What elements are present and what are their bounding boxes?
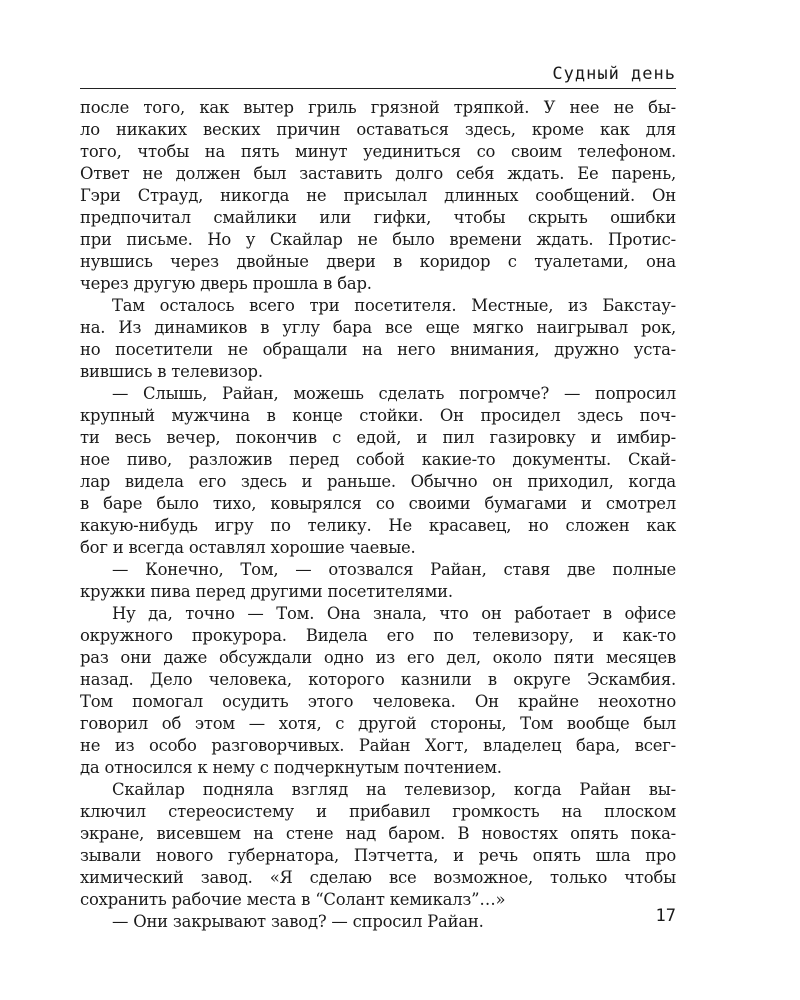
text-line: Там осталось всего три посетителя. Местные, из Бакстау- (112, 296, 676, 315)
text-line: — Они закрывают завод? — спросил Райан. (112, 912, 484, 931)
text-line: окружного прокурора. Видела его по телевизору, и как-то (80, 626, 676, 645)
text-line: Том помогал осудить этого человека. Он крайне неохотно (80, 692, 676, 711)
text-line: химический завод. «Я сделаю все возможное, только чтобы (80, 868, 676, 887)
text-line: при письме. Но у Скайлар не было времени ждать. Протис- (80, 230, 676, 249)
text-line: кружки пива перед другими посетителями. (80, 582, 453, 601)
text-line: Гэри Страуд, никогда не присылал длинных сообщений. Он (80, 186, 676, 205)
text-line: зывали нового губернатора, Пэтчетта, и речь опять шла про (80, 846, 676, 865)
text-line: раз они даже обсуждали одно из его дел, около пяти месяцев (80, 648, 676, 667)
text-line: ти весь вечер, покончив с едой, и пил газировку и имбир- (80, 428, 676, 447)
page-number: 17 (655, 906, 676, 926)
header-rule (80, 88, 676, 89)
text-line: через другую дверь прошла в бар. (80, 274, 372, 293)
text-line: не из особо разговорчивых. Райан Хогт, владелец бара, всег- (80, 736, 676, 755)
text-line: крупный мужчина в конце стойки. Он просидел здесь поч- (80, 406, 676, 425)
body-text (80, 97, 676, 933)
text-line: ное пиво, разложив перед собой какие-то документы. Скай- (80, 450, 676, 469)
text-line: Ответ не должен был заставить долго себя ждать. Ее парень, (80, 164, 676, 183)
text-line: нувшись через двойные двери в коридор с туалетами, она (80, 252, 676, 271)
running-header: Судный день (552, 64, 676, 84)
text-line: в баре было тихо, ковырялся со своими бумагами и смотрел (80, 494, 676, 513)
text-line: лар видела его здесь и раньше. Обычно он приходил, когда (80, 472, 676, 491)
text-line: после того, как вытер гриль грязной тряпкой. У нее не бы- (80, 98, 676, 117)
text-line: вившись в телевизор. (80, 362, 263, 381)
text-line: Ну да, точно — Том. Она знала, что он работает в офисе (112, 604, 676, 623)
text-line: на. Из динамиков в углу бара все еще мягко наигрывал рок, (80, 318, 676, 337)
text-line: предпочитал смайлики или гифки, чтобы скрыть ошибки (80, 208, 676, 227)
text-line: какую-нибудь игру по телику. Не красавец, но сложен как (80, 516, 676, 535)
text-line: да относился к нему с подчеркнутым почтением. (80, 758, 502, 777)
text-line: назад. Дело человека, которого казнили в округе Эскамбия. (80, 670, 676, 689)
text-line: Скайлар подняла взгляд на телевизор, когда Райан вы- (112, 780, 676, 799)
text-line: сохранить рабочие места в “Солант кемикалз”…» (80, 890, 506, 909)
text-line: говорил об этом — хотя, с другой стороны, Том вообще был (80, 714, 676, 733)
text-line: ло никаких веских причин оставаться здесь, кроме как для (80, 120, 676, 139)
text-line: — Конечно, Том, — отозвался Райан, ставя две полные (112, 560, 676, 579)
text-line: но посетители не обращали на него внимания, дружно уста- (80, 340, 676, 359)
text-line: бог и всегда оставлял хорошие чаевые. (80, 538, 416, 557)
text-line: — Слышь, Райан, можешь сделать погромче? — попросил (112, 384, 676, 403)
text-line: того, чтобы на пять минут уединиться со своим телефоном. (80, 142, 676, 161)
text-line: экране, висевшем на стене над баром. В новостях опять пока- (80, 824, 676, 843)
text-line: ключил стереосистему и прибавил громкость на плоском (80, 802, 676, 821)
